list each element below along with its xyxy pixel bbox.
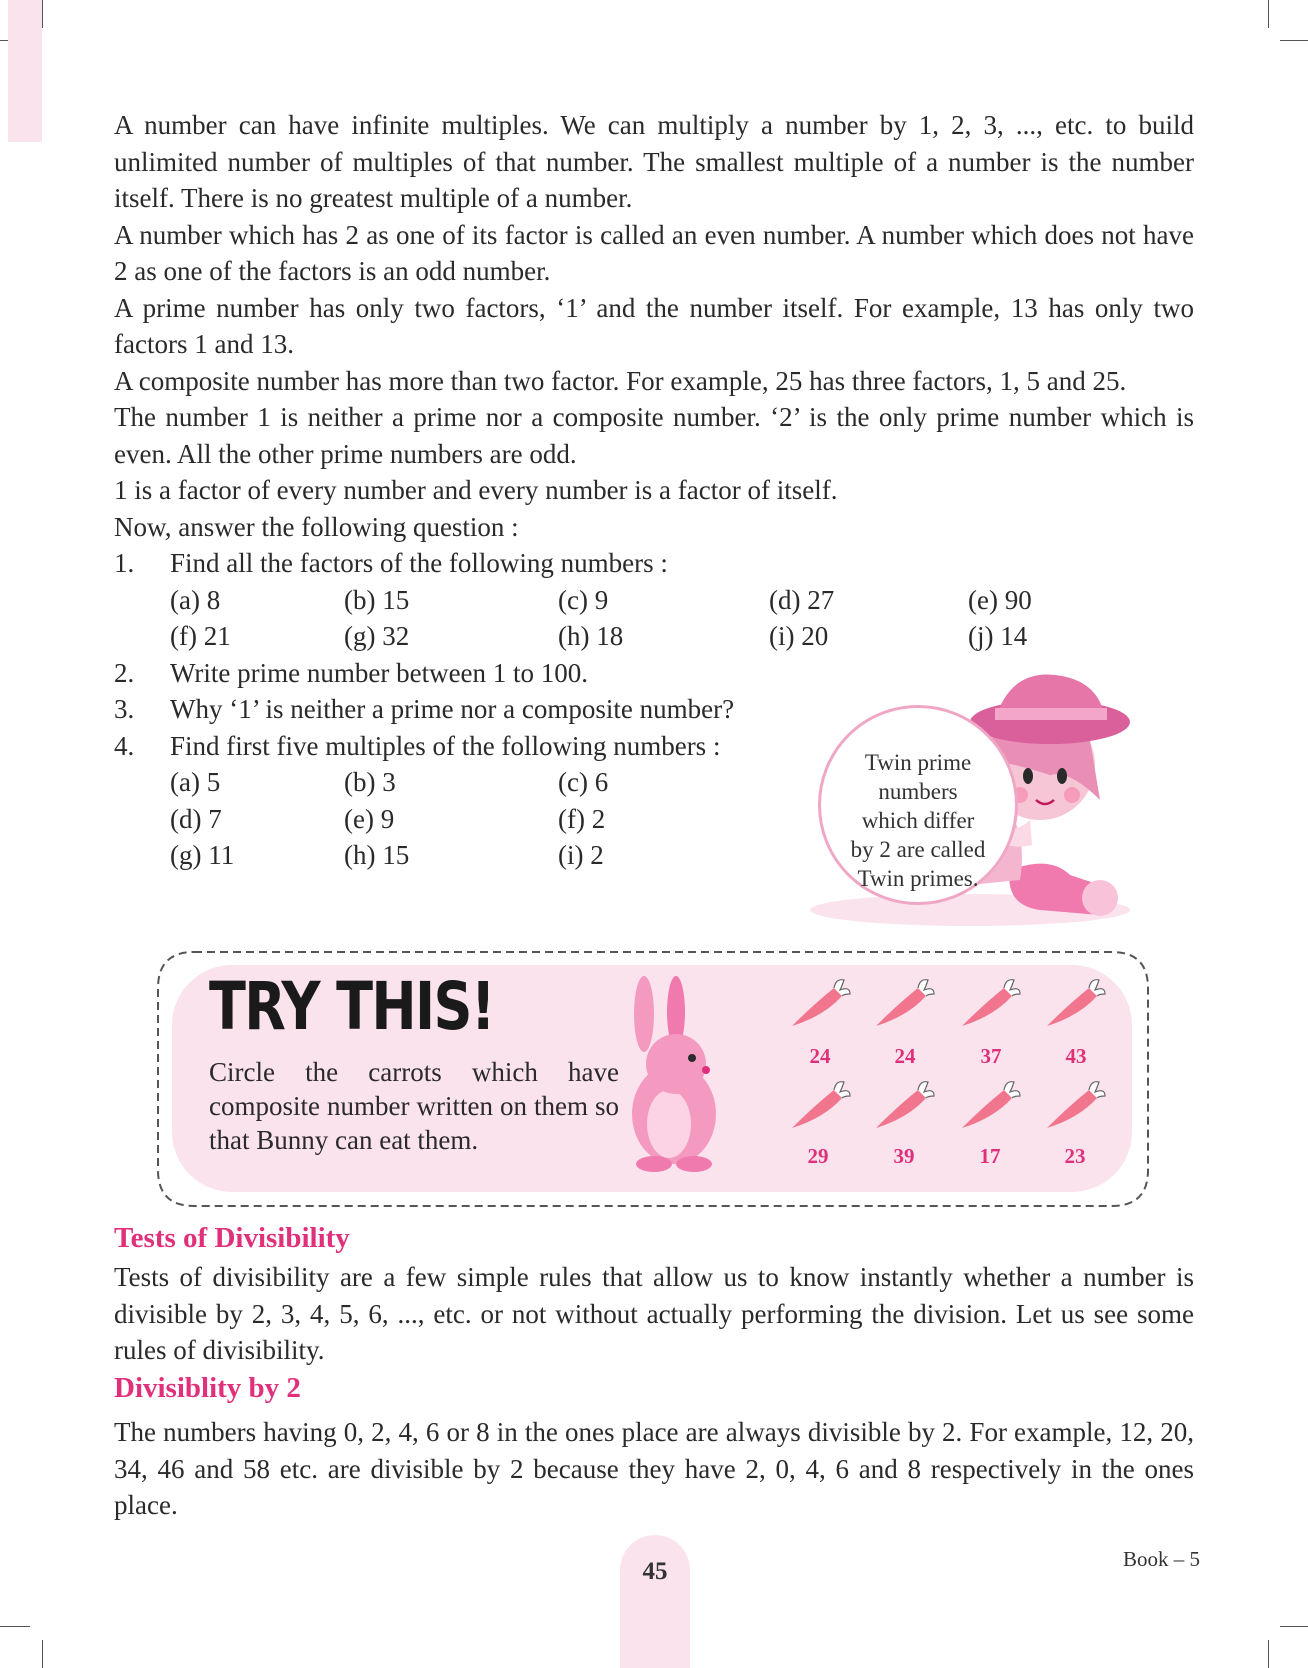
option: (f) 2 [558,803,606,834]
carrot-number: 23 [1064,1144,1086,1168]
paragraph: 1 is a factor of every number and every number is a factor of itself. [114,475,838,505]
carrot-number: 24 [894,1044,916,1068]
carrot-number: 24 [809,1044,831,1068]
crop-mark [42,1640,43,1668]
carrot-icon[interactable] [868,1076,938,1136]
question-number: 4. [114,730,135,761]
margin-tab [8,0,42,142]
bubble-line: Twin prime [864,750,972,775]
carrot-icon[interactable] [954,1076,1024,1136]
page-number-tab [620,1535,690,1668]
bubble-line: which differ [861,808,975,833]
option: (i) 20 [769,621,829,651]
crop-mark [1280,1626,1308,1627]
question-1 [114,545,1194,582]
section-text [114,1414,1194,1524]
option: (d) 27 [769,584,835,615]
carrot-number: 43 [1065,1044,1087,1068]
option-row [114,618,1194,655]
try-this-instruction: Circle the carrots which have composite number written on them so that Bunny can eat them. [209,1057,619,1155]
carrot-number: 29 [807,1144,829,1168]
question-number: 2. [114,657,135,688]
option: (h) 18 [558,621,624,651]
carrot-icon[interactable] [784,974,854,1034]
option: (e) 90 [968,584,1032,615]
carrot-number: 39 [893,1144,915,1168]
paragraph: A composite number has more than two factor. For example, 25 has three factors, 1, 5 and 25. [114,365,1127,396]
option: (h) 15 [344,840,410,870]
option: (g) 32 [344,621,410,651]
option-row [114,582,1194,619]
section-heading: Divisiblity by 2 [114,1372,301,1404]
question-number: 1. [114,548,135,578]
option: (f) 21 [170,621,231,651]
option: (i) 2 [558,840,604,870]
option: (b) 3 [344,767,396,797]
paragraph: The numbers having 0, 2, 4, 6 or 8 in the ones place are always divisible by 2. For example, 12, 20, 34, 46 and 58 etc. are divisible by 2 because they have 2, 0, 4, 6 and 8 respectively in the ones place. [114,1417,1194,1520]
paragraph: Tests of divisibility are a few simple rules that allow us to know instantly whether a number is divisible by 2, 3, 4, 5, 6, ..., etc. or not without actually performing the division. Let us see some rules of divisibility. [114,1262,1194,1365]
try-this-box [154,948,1152,1210]
bubble-line: numbers [878,779,958,804]
bunny-illustration [614,974,734,1174]
bubble-line: Twin primes. [857,866,979,891]
paragraph: A number which has 2 as one of its factor is called an even number. A number which does not have 2 as one of the factors is an odd number. [114,219,1194,286]
option: (d) 7 [170,803,222,834]
paragraph: A prime number has only two factors, ‘1’ and the number itself. For example, 13 has only two factors 1 and 13. [114,292,1194,359]
carrot-icon[interactable] [1039,974,1109,1034]
option: (c) 9 [558,584,609,615]
try-this-title: TRY THIS! [209,968,494,1045]
section-text [114,1259,1194,1369]
carrot-icon[interactable] [954,974,1024,1034]
paragraph: The number 1 is neither a prime nor a composite number. ‘2’ is the only prime number which is even. All the other prime numbers are odd. [114,402,1194,469]
question-text: Find first five multiples of the following numbers : [170,730,721,761]
crop-mark [42,0,43,28]
crop-mark [0,1626,30,1627]
question-text: Why ‘1’ is neither a prime nor a composite number? [170,694,735,724]
carrot-number: 37 [980,1044,1002,1068]
option: (g) 11 [170,840,235,870]
page-number: 45 [642,1558,668,1585]
option: (c) 6 [558,767,609,797]
option: (j) 14 [968,621,1028,651]
question-number: 3. [114,694,135,724]
book-label: Book – 5 [1122,1547,1200,1571]
option: (b) 15 [344,584,410,615]
option: (a) 5 [170,767,221,797]
option: (e) 9 [344,803,395,834]
crop-mark [1268,0,1269,28]
crop-mark [1280,40,1308,41]
carrot-icon[interactable] [868,974,938,1034]
bubble-line: by 2 are called [850,837,986,862]
twin-prime-bubble [818,705,1018,905]
paragraph: A number can have infinite multiples. We can multiply a number by 1, 2, 3, ..., etc. to build unlimited number of multiples of that number. The smallest multiple of a number is the number itself. There is no greatest multiple of a number. [114,110,1194,213]
crop-mark [1268,1640,1269,1668]
question-text: Find all the factors of the following numbers : [170,548,668,578]
question-text: Write prime number between 1 to 100. [170,657,589,688]
option: (a) 8 [170,584,221,615]
carrot-icon[interactable] [784,1076,854,1136]
carrot-icon[interactable] [1039,1076,1109,1136]
section-heading: Tests of Divisibility [114,1222,350,1254]
carrot-number: 17 [979,1144,1001,1168]
paragraph: Now, answer the following question : [114,511,519,542]
